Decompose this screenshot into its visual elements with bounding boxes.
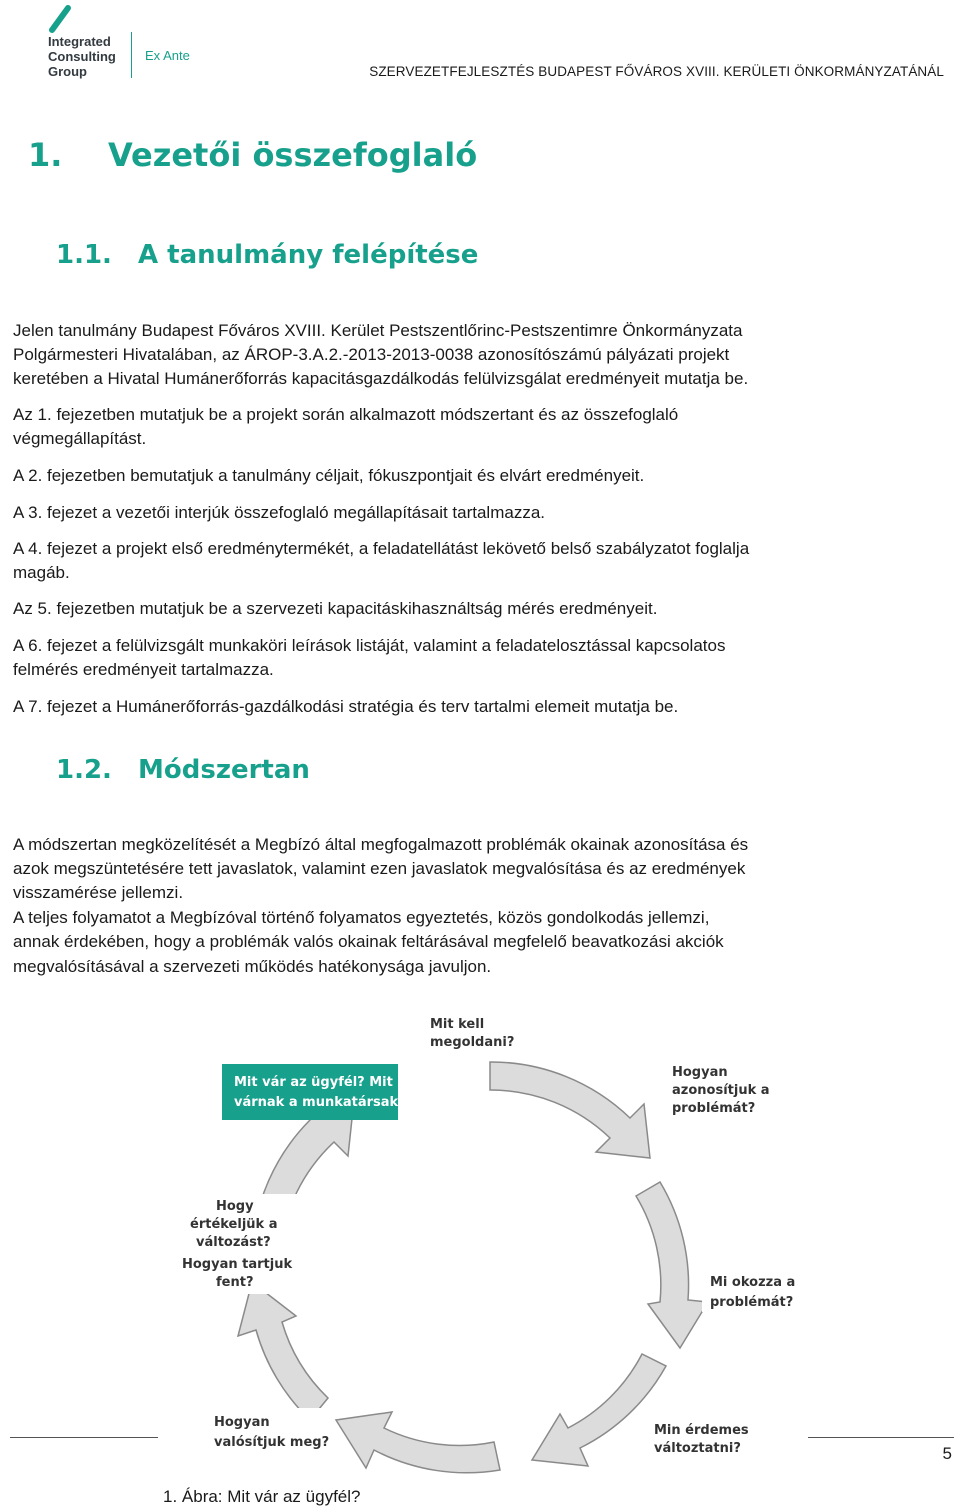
body-line: A 7. fejezet a Humánerőforrás-gazdálkodási stratégia és terv tartalmi elemeit mutatja be. [13, 697, 679, 716]
step-4-line-2: változtatni? [654, 1441, 741, 1456]
step-1-line-1: Mit kell [430, 1017, 485, 1032]
step-1-line-2: megoldani? [430, 1035, 515, 1050]
body-line: magáb. [13, 563, 70, 582]
step-6-line-5: fent? [216, 1275, 254, 1290]
body-line: A teljes folyamatot a Megbízóval történő folyamatos egyeztetés, közös gondolkodás jellemzi, [13, 908, 710, 927]
section-1-1-heading [56, 240, 478, 270]
step-3-line-2: problémát? [710, 1295, 794, 1310]
logo-divider [131, 32, 132, 78]
body-line: végmegállapítást. [13, 429, 147, 448]
company-logo [44, 4, 224, 84]
logo-line-2: Consulting [48, 49, 116, 64]
body-line: keretében a Hivatal Humánerőforrás kapacitásgazdálkodás felülvizsgálat eredményeit mutatja be. [13, 369, 749, 388]
logo-slash-icon [44, 4, 84, 34]
section-1-2-number: 1.2. [56, 755, 112, 785]
body-line: visszamérése jellemzi. [13, 883, 184, 902]
cycle-arrow-left-lower [238, 1282, 328, 1420]
cycle-arrow-bottom [336, 1412, 500, 1473]
body-line: A 6. fejezet a felülvizsgált munkaköri leírások listáját, valamint a feladatelosztással kapcsolatos [13, 636, 726, 655]
step-6-line-3: változást? [196, 1235, 271, 1250]
step-4-line-1: Min érdemes [654, 1423, 749, 1438]
page-number: 5 [942, 1444, 952, 1463]
logo-partner: Ex Ante [145, 48, 190, 63]
center-line-1: Mit vár az ügyfél? Mit [234, 1075, 393, 1090]
body-line: A 4. fejezet a projekt első eredménytermékét, a feladatellátást lekövető belső szabályzatot foglalja [13, 539, 750, 558]
step-2-line-2: azonosítjuk a [672, 1083, 770, 1098]
cycle-arrow-right-lower [532, 1354, 666, 1466]
body-line: A 2. fejezetben bemutatjuk a tanulmány céljait, fókuszpontjait és elvárt eredményeit. [13, 466, 645, 485]
section-1-1-number: 1.1. [56, 240, 112, 270]
logo-line-3: Group [48, 64, 87, 79]
body-line: Az 5. fejezetben mutatjuk be a szervezeti kapacitáskihasználtság mérés eredményeit. [13, 599, 658, 618]
step-6-line-4: Hogyan tartjuk [182, 1257, 293, 1272]
step-6-line-2: értékeljük a [190, 1217, 278, 1232]
section-1-2-heading [56, 755, 310, 785]
body-line: annak érdekében, hogy a problémák valós okainak feltárásával megfelelő beavatkozási akciók [13, 932, 724, 951]
section-1-title: Vezetői összefoglaló [108, 136, 478, 174]
logo-name [48, 34, 116, 79]
center-line-2: várnak a munkatársak? [234, 1095, 406, 1110]
section-1-number: 1. [28, 136, 63, 174]
step-5-line-2: valósítjuk meg? [214, 1435, 330, 1450]
running-title: SZERVEZETFEJLESZTÉS BUDAPEST FŐVÁROS XVIII. KERÜLETI ÖNKORMÁNYZATÁNÁL [369, 64, 944, 79]
section-1-2-title: Módszertan [138, 755, 310, 785]
center-box [222, 1064, 398, 1120]
step-2-line-1: Hogyan [672, 1065, 728, 1080]
body-line: azok megszüntetésére tett javaslatok, valamint ezen javaslatok megvalósítása és az eredmények [13, 859, 746, 878]
footer-rule-left [10, 1437, 158, 1438]
section-1-heading [28, 136, 477, 174]
body-line: megvalósításával a szervezeti működés hatékonysága javuljon. [13, 957, 492, 976]
body-line: Az 1. fejezetben mutatjuk be a projekt során alkalmazott módszertant és az összefoglaló [13, 405, 679, 424]
footer-rule-right [808, 1437, 954, 1438]
cycle-arrow-top [490, 1062, 650, 1158]
step-3-line-1: Mi okozza a [710, 1275, 796, 1290]
step-6-line-1: Hogy [216, 1199, 254, 1214]
body-line: Jelen tanulmány Budapest Főváros XVIII. Kerület Pestszentlőrinc-Pestszentimre Önkormányzata [13, 321, 743, 340]
body-line: Polgármesteri Hivatalában, az ÁROP-3.A.2.-2013-2013-0038 azonosítószámú pályázati projekt [13, 345, 730, 364]
figure-caption: 1. Ábra: Mit vár az ügyfél? [163, 1487, 361, 1506]
methodology-cycle-diagram [160, 1000, 800, 1480]
section-1-1-title: A tanulmány felépítése [138, 240, 479, 270]
body-line: A 3. fejezet a vezetői interjúk összefoglaló megállapításait tartalmazza. [13, 503, 546, 522]
step-2-line-3: problémát? [672, 1101, 756, 1116]
logo-line-1: Integrated [48, 34, 111, 49]
step-5-line-1: Hogyan [214, 1415, 270, 1430]
cycle-arrow-right-upper [636, 1182, 708, 1348]
body-line: felmérés eredményeit tartalmazza. [13, 660, 274, 679]
body-line: A módszertan megközelítését a Megbízó által megfogalmazott problémák okainak azonosítása és [13, 835, 749, 854]
